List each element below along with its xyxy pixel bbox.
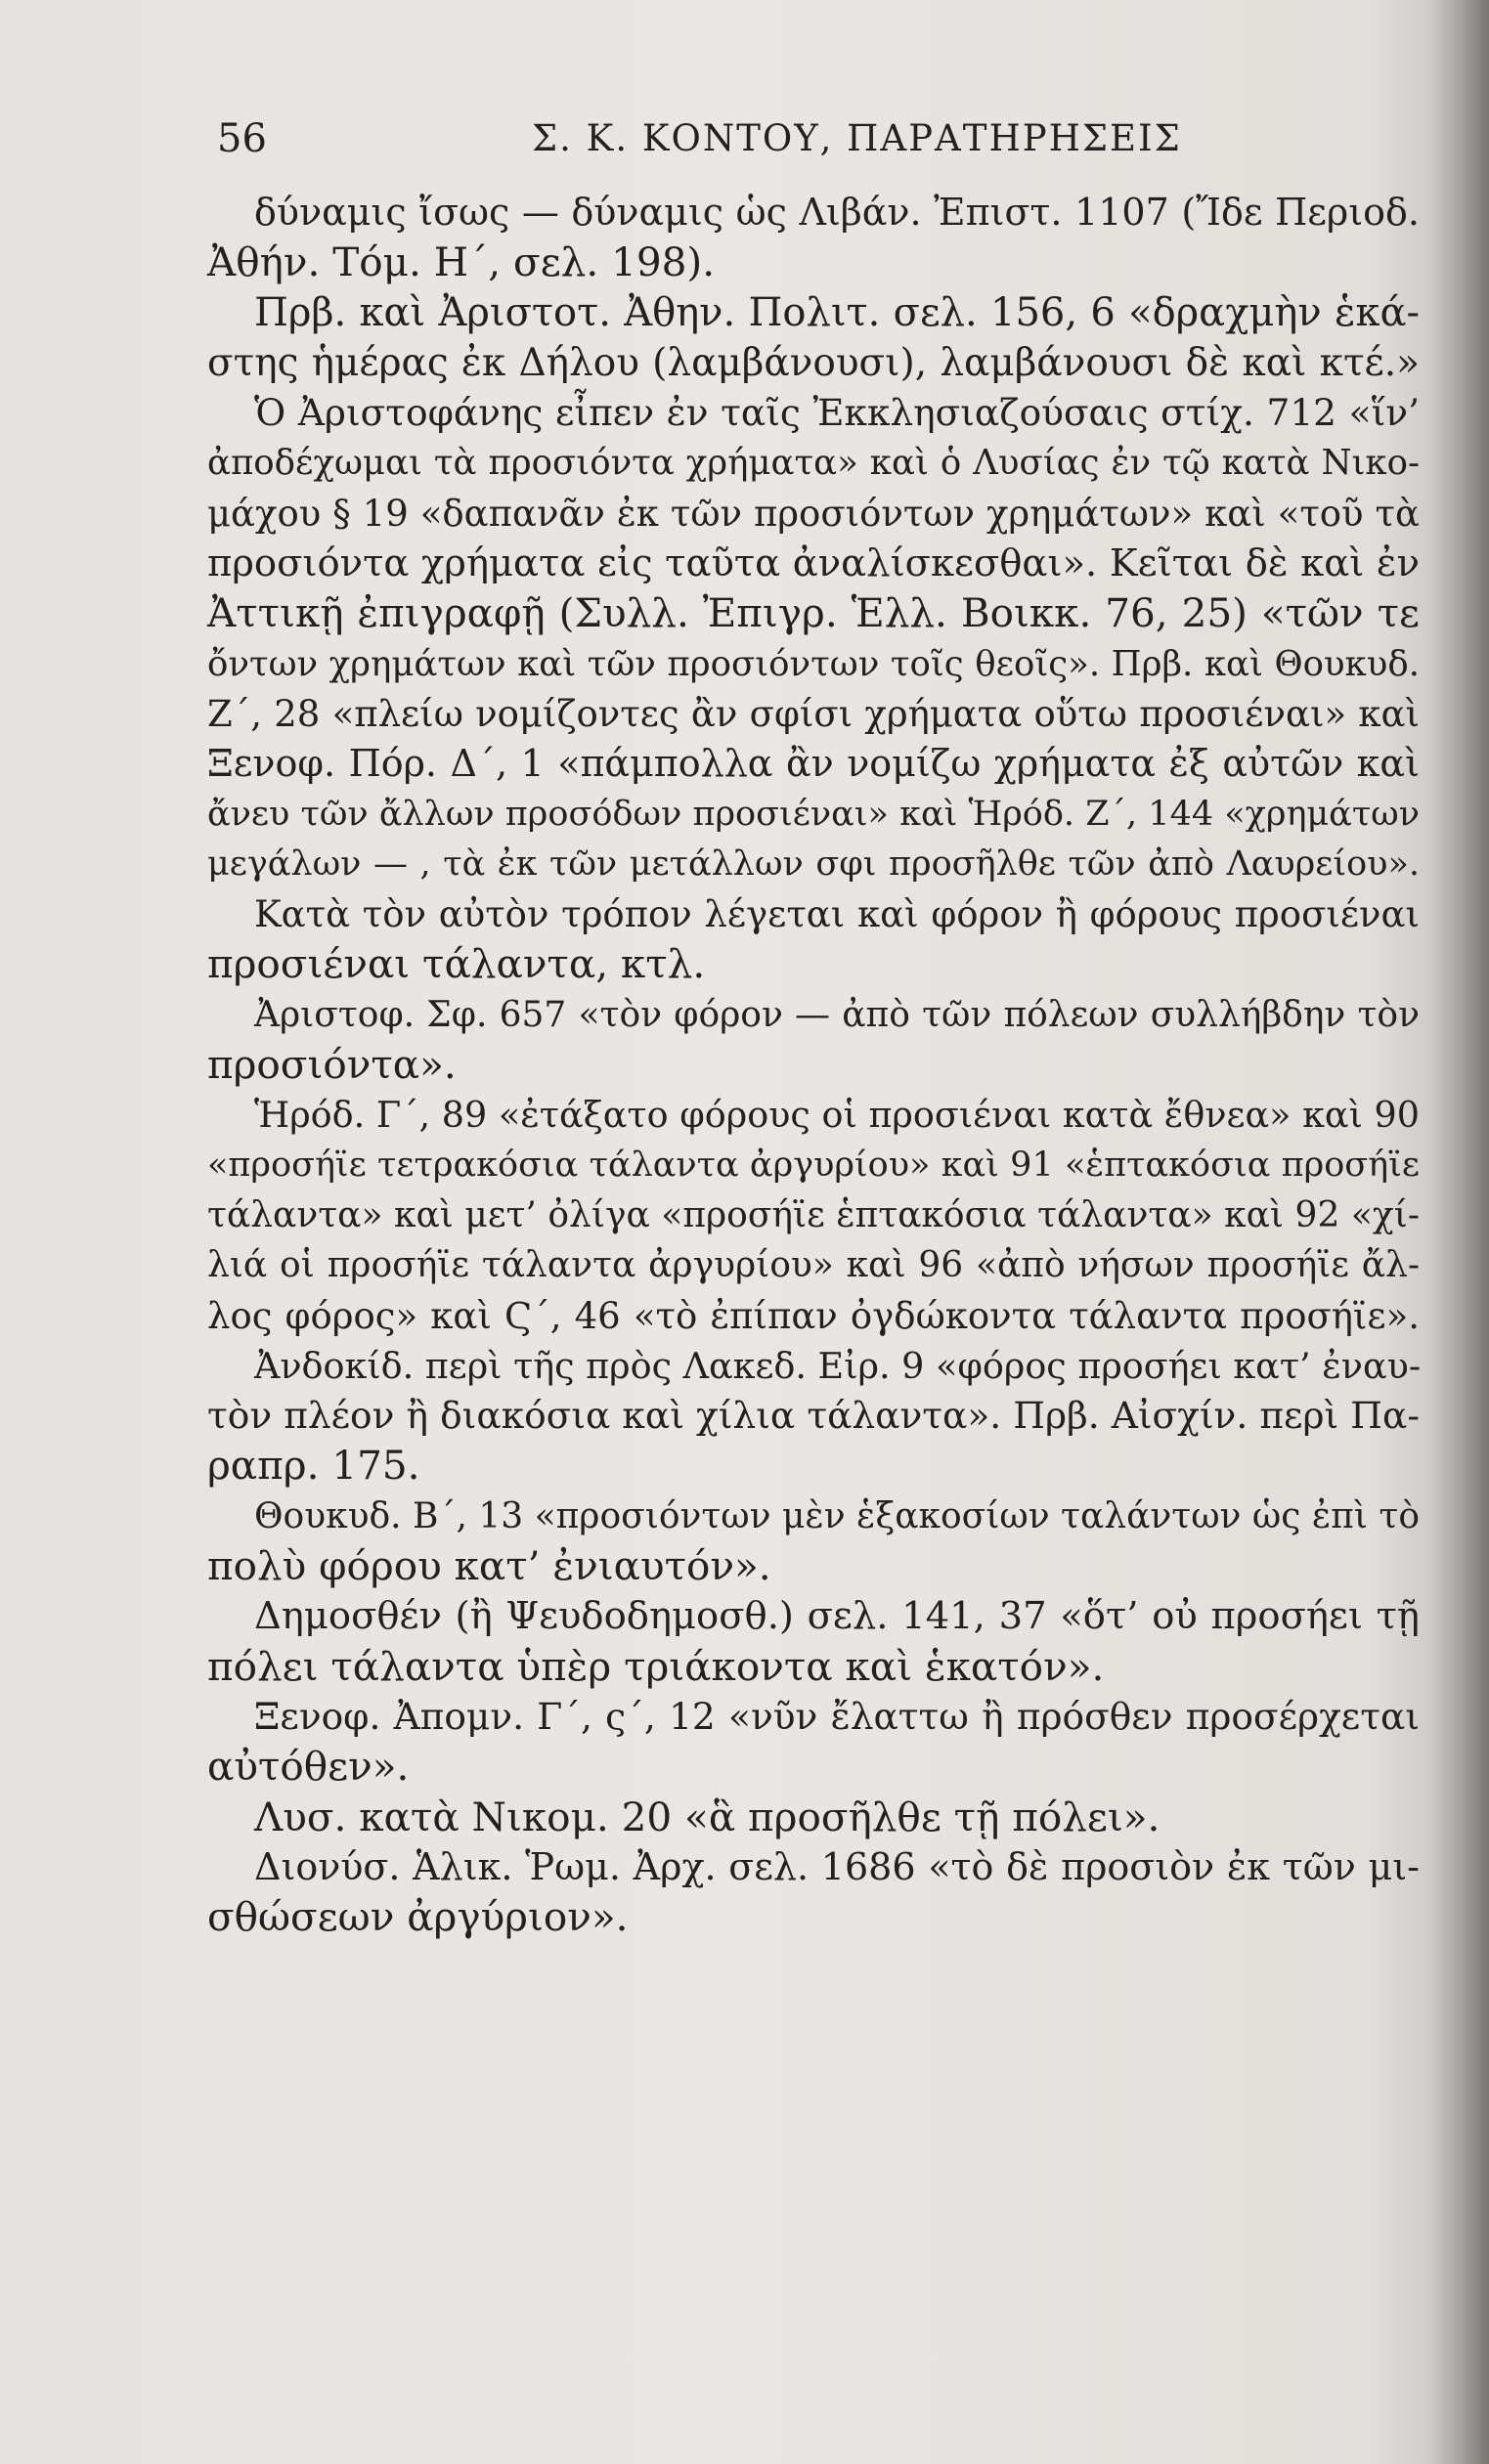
text-line: προσιέναι τάλαντα, κτλ. — [207, 940, 706, 988]
text-line: Ξενοφ. Ἀπομν. Γ΄, ς΄, 12 «νῦν ἔλαττω ἢ πρόσθεν προσέρχεται — [254, 1694, 1420, 1738]
page-edge-shadow — [1430, 0, 1489, 2464]
text-line: πολὺ φόρου κατ’ ἐνιαυτόν». — [207, 1542, 771, 1590]
text-line: Ἀττικῇ ἐπιγραφῇ (Συλλ. Ἐπιγρ. Ἑλλ. Βοικκ. 76, 25) «τῶν τε — [207, 589, 1420, 637]
text-line: σθώσεων ἀργύριον». — [207, 1893, 629, 1941]
text-line: στης ἡμέρας ἐκ Δήλου (λαμβάνουσι), λαμβάνουσι δὲ καὶ κτέ.» — [207, 340, 1420, 385]
text-line: Ἀθήν. Τόμ. Η΄, σελ. 198). — [207, 238, 716, 286]
text-line: μάχου § 19 «δαπανᾶν ἐκ τῶν προσιόντων χρημάτων» καὶ «τοῦ τὰ — [207, 492, 1420, 535]
text-line: ὄντων χρημάτων καὶ τῶν προσιόντων τοῖς θεοῖς». Πρβ. καὶ Θουκυδ. — [207, 643, 1420, 684]
text-line: μεγάλων — , τὰ ἐκ τῶν μετάλλων σφι προσῆλθε τῶν ἀπὸ Λαυρείου». — [207, 843, 1420, 884]
text-line: Ἡρόδ. Γ΄, 89 «ἐτάξατο φόρους οἱ προσιέναι κατὰ ἔθνεα» καὶ 90 — [254, 1094, 1420, 1137]
text-line: δύναμις ἴσως — δύναμις ὡς Λιβάν. Ἐπιστ. 1107 (Ἴδε Περιοδ. — [254, 191, 1420, 234]
text-line: Πρβ. καὶ Ἀριστοτ. Ἀθην. Πολιτ. σελ. 156, 6 «δραχμὴν ἑκά- — [254, 289, 1420, 335]
text-line: Διονύσ. Ἁλικ. Ῥωμ. Ἀρχ. σελ. 1686 «τὸ δὲ προσιὸν ἐκ τῶν μι- — [254, 1844, 1420, 1888]
text-line: τὸν πλέον ἢ διακόσια καὶ χίλια τάλαντα». Πρβ. Αἰσχίν. περὶ Πα- — [207, 1394, 1420, 1438]
text-line: Δημοσθέν (ἢ Ψευδοδημοσθ.) σελ. 141, 37 «ὅτ’ οὐ προσήει τῇ — [254, 1594, 1420, 1639]
text-line: Λυσ. κατὰ Νικομ. 20 «ἃ προσῆλθε τῇ πόλει». — [254, 1793, 1161, 1840]
text-line: Ἀνδοκίδ. περὶ τῆς πρὸς Λακεδ. Εἰρ. 9 «φόρος προσήει κατ’ ἐναυ- — [254, 1344, 1422, 1387]
page-header — [217, 109, 1420, 168]
text-line: ἀποδέχωμαι τὰ προσιόντα χρήματα» καὶ ὁ Λυσίας ἐν τῷ κατὰ Νικο- — [207, 443, 1420, 484]
text-line: Ἀριστοφ. Σφ. 657 «τὸν φόρον — ἀπὸ τῶν πόλεων συλλήβδην τὸν — [254, 994, 1420, 1035]
running-head: Σ. Κ. ΚΟΝΤΟΥ, ΠΑΡΑΤΗΡΗΣΕΙΣ — [532, 117, 1182, 159]
text-line: ραπρ. 175. — [207, 1442, 420, 1490]
text-line: Ὁ Ἀριστοφάνης εἶπεν ἐν ταῖς Ἐκκλησιαζούσαις στίχ. 712 «ἵν’ — [254, 391, 1420, 435]
text-line: προσιόντα». — [207, 1041, 457, 1089]
text-line: λιά οἱ προσήϊε τάλαντα ἀργυρίου» καὶ 96 «ἀπὸ νήσων προσήϊε ἄλ- — [207, 1245, 1420, 1286]
text-line: Κατὰ τὸν αὐτὸν τρόπον λέγεται καὶ φόρον ἢ φόρους προσιέναι — [254, 893, 1420, 936]
text-line: τάλαντα» καὶ μετ’ ὀλίγα «προσήϊε ἑπτακόσια τάλαντα» καὶ 92 «χί- — [207, 1194, 1420, 1235]
text-line: Ξενοφ. Πόρ. Δ΄, 1 «πάμπολλα ἂν νομίζω χρήματα ἐξ αὐτῶν καὶ — [207, 742, 1420, 786]
text-line: Θουκυδ. Β΄, 13 «προσιόντων μὲν ἑξακοσίων ταλάντων ὡς ἐπὶ τὸ — [254, 1495, 1420, 1536]
text-line: προσιόντα χρήματα εἰς ταῦτα ἀναλίσκεσθαι». Κεῖται δὲ καὶ ἐν — [207, 541, 1420, 586]
page-number: 56 — [217, 116, 267, 161]
text-line: ἄνευ τῶν ἄλλων προσόδων προσιέναι» καὶ Ἡρόδ. Ζ΄, 144 «χρημάτων — [207, 794, 1420, 834]
text-line: Ζ΄, 28 «πλείω νομίζοντες ἂν σφίσι χρήματα οὕτω προσιέναι» καὶ — [207, 692, 1420, 735]
text-line: λος φόρος» καὶ Ϛ΄, 46 «τὸ ἐπίπαν ὀγδώκοντα τάλαντα προσήϊε». — [207, 1294, 1420, 1337]
text-body — [207, 188, 1420, 1942]
text-line: «προσήϊε τετρακόσια τάλαντα ἀργυρίου» καὶ 91 «ἑπτακόσια προσήϊε — [207, 1145, 1420, 1185]
text-line: αὐτόθεν». — [207, 1743, 410, 1791]
text-line: πόλει τάλαντα ὑπὲρ τριάκοντα καὶ ἑκατόν». — [207, 1642, 1105, 1690]
